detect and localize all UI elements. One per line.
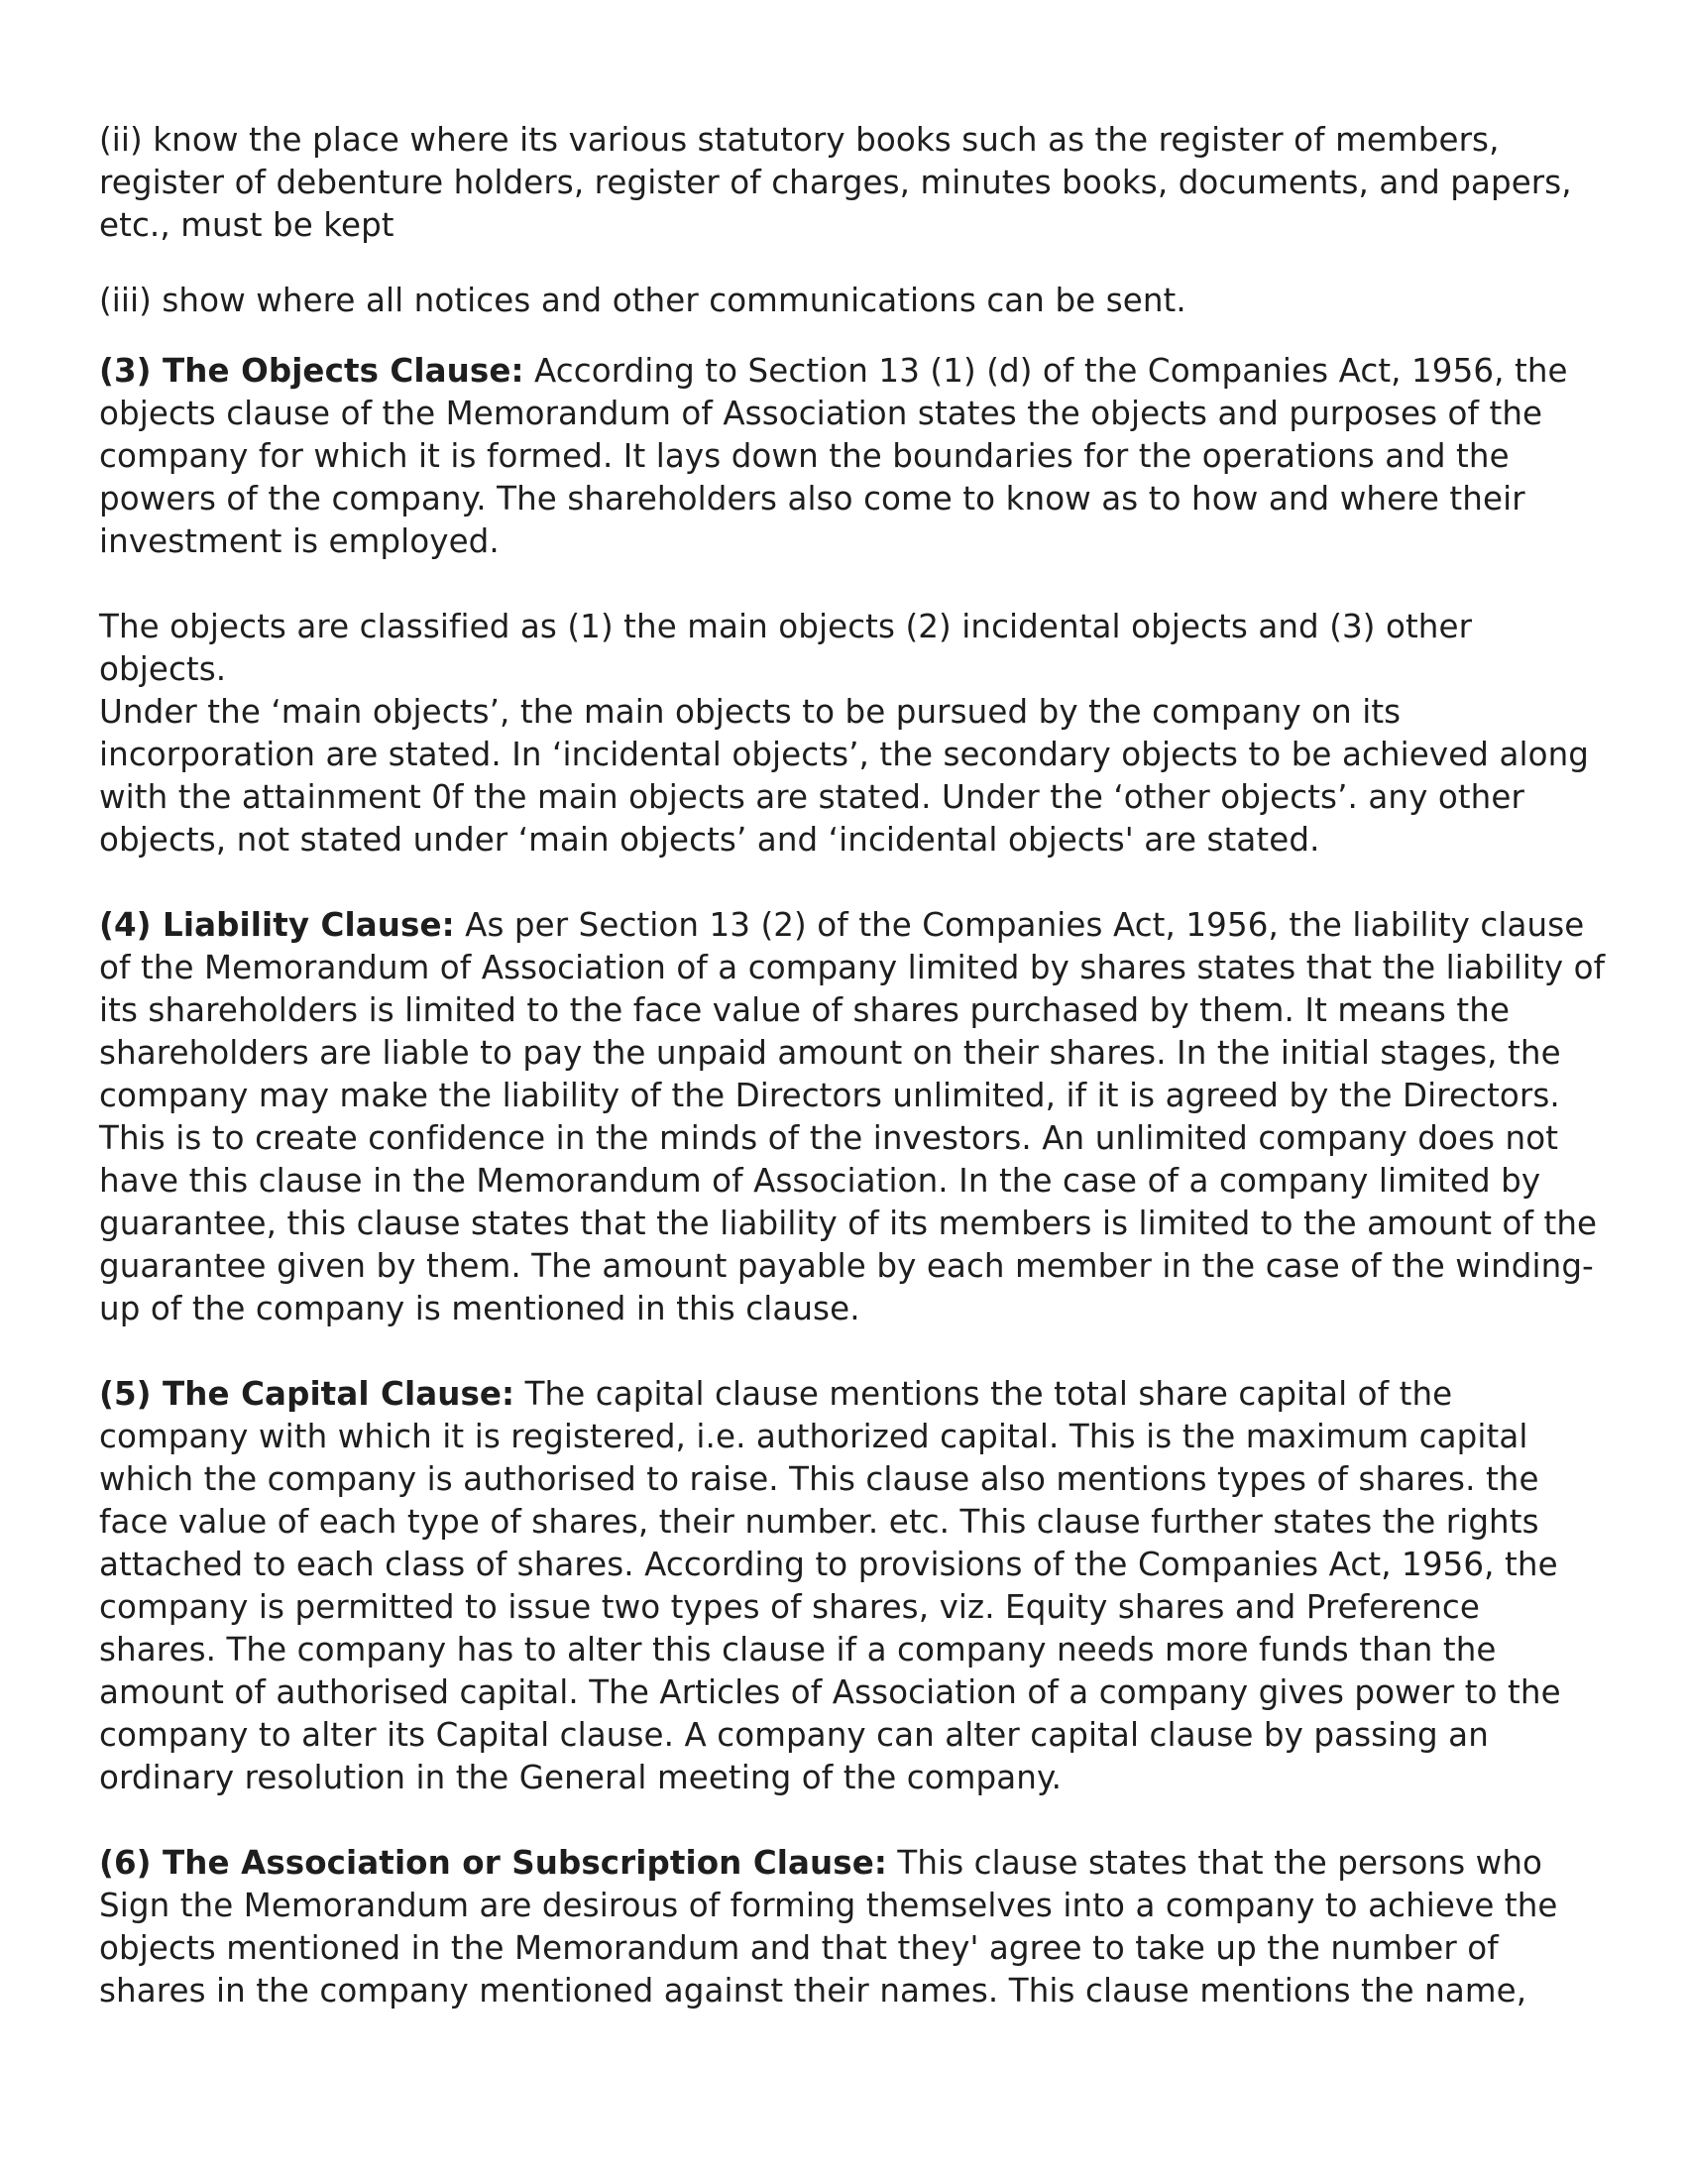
- objects-clause-heading: (3) The Objects Clause:: [99, 352, 524, 390]
- liability-clause-text: As per Section 13 (2) of the Companies Act, 1956, the liability clause of the Memorandum of Association of a company limited by shares states that the liability of its shareholders is limited to the face value of shares purchased by them. It means the shareholders are liable to pay the unpaid amount on their shares. In the initial stages, the company may make the liability of the Directors unlimited, if it is agreed by the Directors. This is to create confidence in the minds of the investors. An unlimited company does not have this clause in the Memorandum of Association. In the case of a company limited by guarantee, this clause states that the liability of its members is limited to the amount of the guarantee given by them. The amount payable by each member in the case of the winding-up of the company is mentioned in this clause.: [99, 906, 1606, 1327]
- liability-clause-heading: (4) Liability Clause:: [99, 906, 455, 944]
- capital-clause-heading: (5) The Capital Clause:: [99, 1375, 515, 1413]
- paragraph-association-clause: [99, 1842, 1606, 2012]
- paragraph-objects-detail: Under the ‘main objects’, the main objects to be pursued by the company on its incorporation are stated. In ‘incidental objects’, the secondary objects to be achieved along with the attainment 0f the main objects are stated. Under the ‘other objects’. any other objects, not stated under ‘main objects’ and ‘incidental objects' are stated.: [99, 693, 1590, 859]
- objects-clause-text: According to Section 13 (1) (d) of the Companies Act, 1956, the objects clause of the Memorandum of Association states the objects and purposes of the company for which it is formed. It lays down the boundaries for the operations and the powers of the company. The shareholders also come to know as to how and where their investment is employed.: [99, 352, 1568, 560]
- paragraph-item-ii: (ii) know the place where its various statutory books such as the register of members, register of debenture holders, register of charges, minutes books, documents, and papers, etc., must be kept: [99, 121, 1572, 244]
- capital-clause-text: The capital clause mentions the total share capital of the company with which it is registered, i.e. authorized capital. This is the maximum capital which the company is authorised to raise. This clause also mentions types of shares. the face value of each type of shares, their number. etc. This clause further states the rights attached to each class of shares. According to provisions of the Companies Act, 1956, the company is permitted to issue two types of shares, viz. Equity shares and Preference shares. The company has to alter this clause if a company needs more funds than the amount of authorised capital. The Articles of Association of a company gives power to the company to alter its Capital clause. A company can alter capital clause by passing an ordinary resolution in the General meeting of the company.: [99, 1375, 1561, 1796]
- paragraph-objects-classified: The objects are classified as (1) the main objects (2) incidental objects and (3) other objects.: [99, 608, 1473, 688]
- paragraph-capital-clause: [99, 1373, 1606, 1799]
- paragraph-item-iii: (iii) show where all notices and other communications can be sent.: [99, 282, 1186, 319]
- document-page: [99, 119, 1606, 2012]
- association-clause-text: This clause states that the persons who Sign the Memorandum are desirous of forming themselves into a company to achieve the objects mentioned in the Memorandum and that they' agree to take up the number of shares in the company mentioned against their names. This clause mentions the name,: [99, 1844, 1558, 2010]
- paragraph-liability-clause: [99, 904, 1606, 1330]
- association-clause-heading: (6) The Association or Subscription Clause:: [99, 1844, 887, 1882]
- paragraph-objects-clause: [99, 350, 1606, 563]
